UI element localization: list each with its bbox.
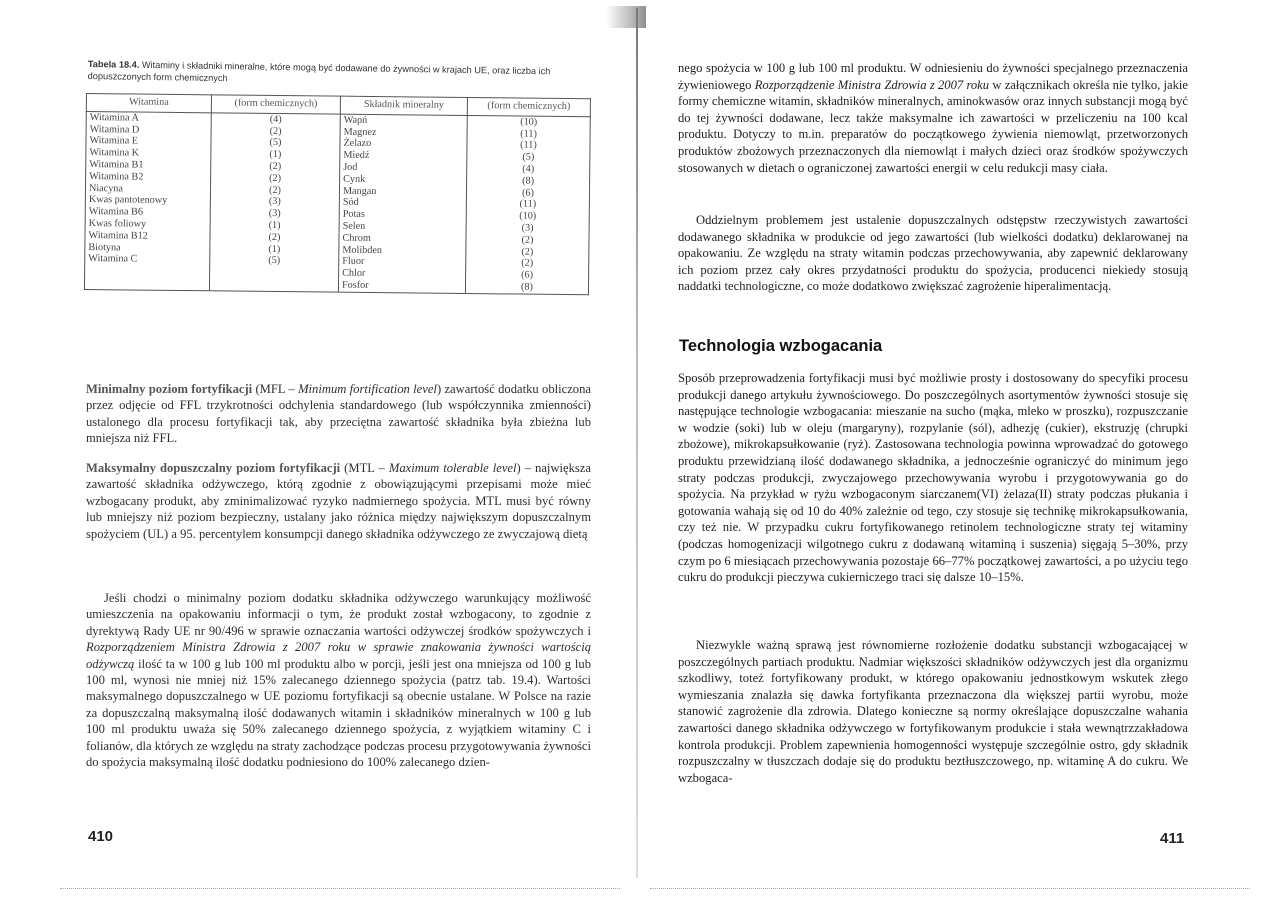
table-cell: Chrom — [339, 232, 466, 245]
table-cell: Kwas pantotenowy — [85, 194, 210, 207]
table-cell: (2) — [466, 234, 589, 247]
table-cell: (1) — [210, 243, 339, 256]
table-cell: (6) — [466, 187, 589, 200]
table-cell: (10) — [466, 210, 589, 223]
table-cell: Żelazo — [340, 138, 467, 151]
table-cell: (4) — [467, 163, 590, 176]
table-cell: Molibden — [339, 244, 466, 257]
table-cell: (1) — [210, 219, 339, 232]
table-cell: (1) — [211, 148, 340, 161]
text: nego spożycia w 100 g lub 100 ml produktu. W odniesieniu do żywności specjalnego przeznaczenia żywieniowego — [678, 61, 1188, 92]
table-caption-text: Witaminy i składniki mineralne, które mogą być dodawane do żywności w krajach UE, oraz liczba ich dopuszczonych form chemicznych — [87, 59, 551, 84]
scan-edge-right — [650, 887, 1250, 889]
text: (MFL – — [252, 382, 299, 396]
table-cell: Kwas foliowy — [85, 218, 210, 231]
table-cell: (11) — [467, 128, 590, 141]
table-cell: Magnez — [340, 126, 467, 139]
page-number-left: 410 — [88, 828, 114, 845]
table-header: Witamina — [86, 94, 211, 113]
table-cell: Biotyna — [85, 242, 210, 255]
table-cell: Witamina K — [86, 147, 211, 160]
table-cell: Cynk — [340, 173, 467, 186]
table-cell: Potas — [339, 209, 466, 222]
table-cell: (5) — [210, 255, 339, 268]
italic-text: Maximum tolerable level — [388, 461, 517, 475]
table-cell: Witamina A — [86, 111, 211, 125]
scan-edge-left — [60, 887, 620, 889]
table-cell: (6) — [466, 269, 589, 282]
vitamins-minerals-table — [84, 93, 591, 295]
table-cell: (3) — [210, 207, 339, 220]
table-cell — [84, 277, 209, 291]
table-cell: Fluor — [339, 256, 466, 269]
text: ) – największa zawartość składnika odżywczego, którą zgodnie z obowiązującymi przepisami może mieć wzbogacany produkt, aby zminimalizować ryzyko nadmiernego spożycia. MTL musi być równy lub mniejszy niż poziom bezpieczny, ustalany jako różnica między największym dopuszczalnym spożyciem (UL) a 95. percentylem konsumpcji danego składnika odżywczego ze zwyczajową dietą — [86, 461, 591, 541]
book-spine — [636, 8, 638, 878]
table-cell: Witamina E — [86, 135, 211, 148]
term-mfl: Minimalny poziom fortyfikacji — [86, 382, 253, 396]
text: ilość ta w 100 g lub 100 ml produktu albo w porcji, jeśli jest ona mniejsza od 100 g lub 100 ml, wynosi nie mniej niż 15% zalecanego dziennego spożycia (patrz tab. 19.4). Wartości maksymalnego dopuszczalnego w UE poziomu fortyfikacji są obecnie ustalane. W Polsce na razie za dopuszczalną maksymalną ilość dodawanych witamin i składników mineralnych w 100 g lub 100 ml produktu uważa się 50% zalecanego dziennego spożycia, z wyjątkiem witaminy C i folianów, dla których ze względu na straty zachodzące podczas procesu przygotowywania żywności do spożycia maksymalną ilość dodatku podniesiono do 100% zalecanego dzien- — [86, 656, 591, 770]
text: w załącznikach określa nie tylko, jakie formy chemiczne witamin, składników mineralnych, aminokwasów oraz innych substancji mogą być do tej żywności dodawane, lecz także maksymalne ich zawartości w przeliczeniu na 100 kcal produktu. Dotyczy to m.in. preparatów do początkowego żywienia niemowląt, przetworzonych produktów zbożowych przeznaczonych dla niemowląt i małych dzieci oraz środków spożywczych stosowanych w dietach o ograniczonej zawartości energii w celu redukcji masy ciała. — [678, 77, 1188, 175]
table-cell: Fosfor — [338, 280, 465, 294]
table-cell: (2) — [210, 184, 339, 197]
table-cell: Wapń — [340, 114, 467, 128]
table-cell: (3) — [210, 196, 339, 209]
table-header: Składnik mineralny — [340, 96, 467, 115]
table-cell: Witamina B2 — [86, 171, 211, 184]
table-cell: Witamina B6 — [85, 206, 210, 219]
table-cell: Witamina B12 — [85, 230, 210, 243]
table-header: (form chemicznych) — [211, 95, 340, 114]
table-cell: Mangan — [339, 185, 466, 198]
table-body — [84, 111, 590, 294]
table-cell: Niacyna — [85, 183, 210, 196]
italic-text: Minimum fortification level — [298, 382, 437, 396]
table-header: (form chemicznych) — [467, 97, 590, 116]
right-paragraph-2: Oddzielnym problemem jest ustalenie dopuszczalnych odstępstw rzeczywistych zawartości dodawanego składnika w produkcie od jego zawartości (lub wielkości dodatku) deklarowanej na opakowaniu. Ze względu na straty witamin podczas przechowywania, aby zapewnić deklarowany ich poziom przez cały okres przydatności produktu do spożycia, producenci niekiedy stosują naddatki technologiczne, co może dodatkowo zwiększać zagrożenie hiperalimentacją. — [678, 213, 1188, 294]
text: (MTL – — [340, 461, 389, 475]
table-cell: (8) — [467, 175, 590, 188]
term-mtl: Maksymalny dopuszczalny poziom fortyfikacji — [86, 461, 341, 475]
table-cell: Jod — [340, 162, 467, 175]
table-cell — [209, 278, 338, 292]
table-cell: (10) — [467, 115, 590, 129]
italic-text: Rozporządzenie Ministra Zdrowia z 2007 roku — [754, 77, 990, 92]
table-cell: (2) — [466, 257, 589, 270]
right-paragraph-4: Niezwykle ważną sprawą jest równomierne rozłożenie dodatku substancji wzbogacającej w poszczególnych partiach produktu. Nadmiar większości składników odżywczych jest dla organizmu szkodliwy, toteż fortyfikowany produkt, w którego opakowaniu jednostkowym wskutek złego wymieszania znalazła się dawka fortyfikanta przeznaczona dla większej partii wyrobu, może stanowić zagrożenie dla zdrowia. Dlatego konieczne są normy określające dopuszczalne wahania zawartości danego składnika odżywczego w fortyfikowanym produkcie i stała wewnątrzzakładowa kontrola produkcji. Problem zapewnienia homogenności występuje szczególnie ostro, gdy składnik rozpuszczalny w tłuszczach dodaje się do produktu beztłuszczowego, np. witaminę A do cukru. We wzbogaca- — [678, 638, 1188, 785]
table-cell: Selen — [339, 221, 466, 234]
table-cell: (3) — [466, 222, 589, 235]
page-number-right: 411 — [1160, 830, 1185, 847]
table-cell: (2) — [211, 172, 340, 185]
italic-text: Rozporządzeniem Ministra Zdrowia z 2007 roku w sprawie znakowania żywności wartością odżywczą — [86, 640, 591, 671]
table-cell: Sód — [339, 197, 466, 210]
table-cell: Chlor — [339, 268, 466, 281]
table-caption-label: Tabela 18.4. — [87, 58, 140, 70]
table-cell: (2) — [466, 246, 589, 259]
left-paragraph-body — [86, 590, 591, 770]
table-cell: Miedź — [340, 150, 467, 163]
table-cell: Witamina B1 — [86, 159, 211, 172]
text: Jeśli chodzi o minimalny poziom dodatku składnika odżywczego warunkujący możliwość umieszczenia na opakowaniu informacji o tym, że produkt został wzbogacony, to zgodnie z dyrektywą Rady UE nr 90/496 w sprawie oznaczania wartości odżywczej środków spożywczych i — [86, 591, 591, 638]
table-cell: Witamina D — [86, 124, 211, 137]
table-cell: (11) — [467, 139, 590, 152]
table-cell: (2) — [211, 125, 340, 138]
right-paragraph-1 — [678, 60, 1188, 176]
right-paragraph-3: Sposób przeprowadzenia fortyfikacji musi być możliwie prosty i dostosowany do specyfiki procesu produkcji danego artykułu żywnościowego. Do poszczególnych asortymentów żywności stosuje się następujące technologie wzbogacania: mieszanie na sucho (mąka, mleko w proszku), rozpuszczanie w wodzie (soki) lub w oleju (margaryny), rozpylanie (sól), adhezję (cukier), ekstruzję (chrupki zbożowe), mikrokapsułkowanie (ryż). Zastosowana technologia powinna wprowadzać do gotowego produktu przewidzianą ilość dodawanego składnika, a jednocześnie ograniczyć do minimum jego straty podczas produkcji, zwyczajowego przechowywania wyrobu i przygotowywania go do spożycia. Na przykład w ryżu wzbogaconym siarczanem(VI) żelaza(II) straty podczas płukania i gotowania wahają się od 10 do 40% zależnie od tego, czy stosuje się technikę mikrokapsułkowania, czy też nie. W przypadku cukru fortyfikowanego retinolem technologiczne straty tej witaminy (podczas homogenizacji wilgotnego cukru z dodawaną witaminą i suszenia) sięgają 5–30%, przy czym po 6 miesiącach przechowywania pozostaje 66–77% początkowej zawartości, a po użyciu tego cukru do produkcji pieczywa cukierniczego traci się dalsze 10–15%. — [678, 371, 1188, 585]
left-paragraph-mtl — [86, 460, 591, 542]
table-cell: (11) — [466, 198, 589, 211]
table-cell: (2) — [211, 160, 340, 173]
left-paragraph-mfl — [86, 381, 591, 447]
section-heading: Technologia wzbogacania — [679, 337, 883, 355]
table-cell: (8) — [465, 281, 588, 295]
text: ) zawartość dodatku obliczona przez odjęcie od FFL trzykrotności odchylenia standardowego (lub współczynnika zmienności) ustalonego dla procesu fortyfikacji tak, aby przeciętna zawartość składnika była zbieżna lub mniejsza niż FFL. — [86, 382, 591, 446]
table-cell: Witamina C — [85, 253, 210, 266]
table-cell: (4) — [211, 113, 340, 127]
table-cell: (5) — [467, 151, 590, 164]
table-cell: (2) — [210, 231, 339, 244]
table-cell: (5) — [211, 137, 340, 150]
